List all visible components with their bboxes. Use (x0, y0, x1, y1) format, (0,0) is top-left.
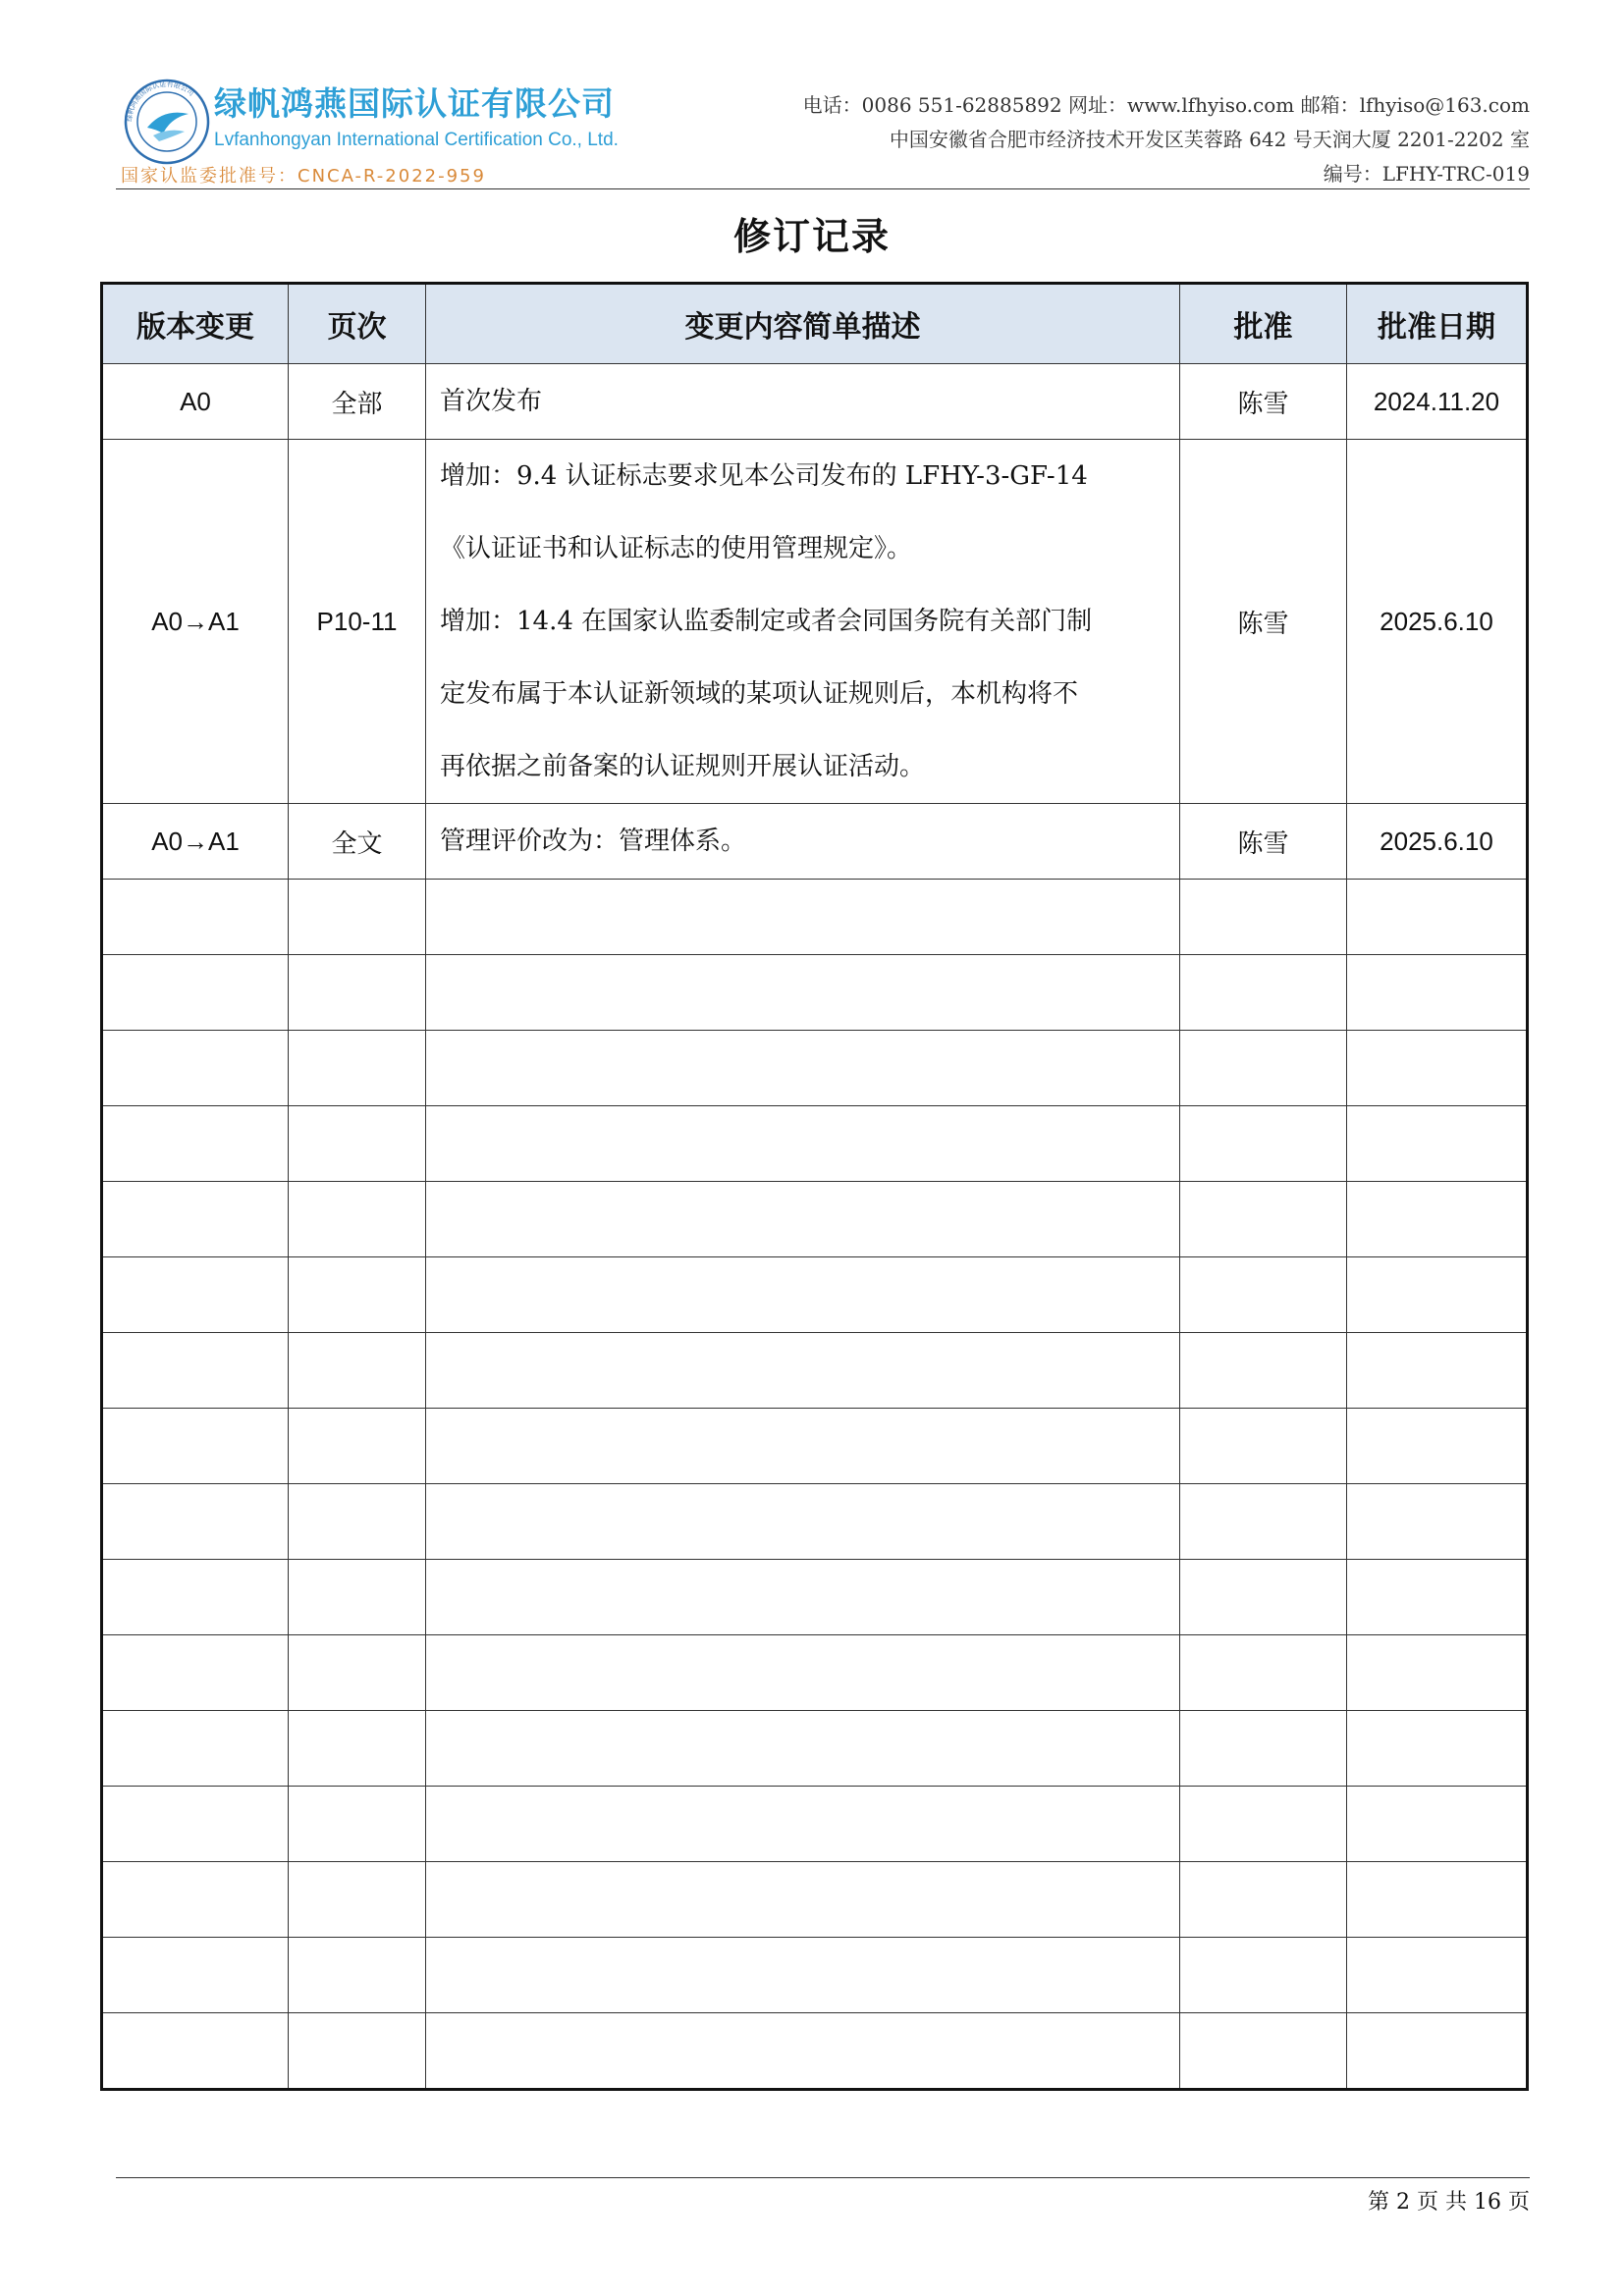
cell-page (289, 1635, 426, 1711)
cell-page (289, 1484, 426, 1560)
cell-description (426, 804, 1180, 880)
cell-version: A0 (102, 364, 289, 440)
cell-approver: 陈雪 (1180, 440, 1347, 804)
cell-description (426, 880, 1180, 955)
cell-version (102, 1862, 289, 1938)
cell-version (102, 1333, 289, 1409)
page-title: 修订记录 (732, 215, 891, 258)
cell-version (102, 1484, 289, 1560)
cell-approver (1180, 2013, 1347, 2090)
cell-date (1347, 1560, 1528, 1635)
cell-page (289, 1333, 426, 1409)
table-row-empty (102, 1257, 1528, 1333)
approval-number: 国家认监委批准号：CNCA-R-2022-959 (121, 166, 486, 187)
cell-approver (1180, 1635, 1347, 1711)
description-line: 再依据之前备案的认证规则开展认证活动。 (440, 752, 926, 781)
cell-description (426, 1635, 1180, 1711)
column-header-page: 页次 (289, 284, 426, 364)
company-name-cn: 绿帆鸿燕国际认证有限公司 (214, 84, 615, 123)
description-line: 增加：9.4 认证标志要求见本公司发布的 LFHY-3-GF-14 (440, 461, 1088, 491)
cell-approver (1180, 955, 1347, 1031)
table-row-empty (102, 1409, 1528, 1484)
table-row (102, 804, 1528, 880)
cell-page: 全部 (289, 364, 426, 440)
cell-version (102, 1409, 289, 1484)
table-row (102, 364, 1528, 440)
cell-version (102, 1711, 289, 1787)
table-row (102, 440, 1528, 804)
table-row-empty (102, 1031, 1528, 1106)
cell-page (289, 1409, 426, 1484)
table-row-empty (102, 1711, 1528, 1787)
cell-date (1347, 1409, 1528, 1484)
cell-approver (1180, 1182, 1347, 1257)
cell-approver (1180, 1031, 1347, 1106)
cell-version (102, 1031, 289, 1106)
cell-approver: 陈雪 (1180, 804, 1347, 880)
cell-page (289, 1031, 426, 1106)
cell-date (1347, 1938, 1528, 2013)
cell-date: 2025.6.10 (1347, 804, 1528, 880)
cell-page (289, 1182, 426, 1257)
table-row-empty (102, 955, 1528, 1031)
cell-version (102, 1560, 289, 1635)
header-divider (116, 188, 1530, 189)
table-row-empty (102, 1106, 1528, 1182)
cell-date (1347, 1711, 1528, 1787)
cell-version: A0→A1 (102, 804, 289, 880)
cell-date (1347, 1862, 1528, 1938)
table-row-empty (102, 2013, 1528, 2090)
cell-approver (1180, 1409, 1347, 1484)
cell-date (1347, 2013, 1528, 2090)
cell-description (426, 955, 1180, 1031)
cell-approver (1180, 1787, 1347, 1862)
cell-description (426, 1711, 1180, 1787)
table-row-empty (102, 1560, 1528, 1635)
logo-ring-text: 绿帆鸿燕国际认证有限公司 (125, 80, 195, 123)
cell-approver (1180, 880, 1347, 955)
table-header-row (102, 284, 1528, 364)
table-row-empty (102, 1787, 1528, 1862)
contact-block (803, 88, 1530, 191)
description-line: 管理评价改为：管理体系。 (440, 826, 747, 856)
cell-description (426, 1257, 1180, 1333)
table-row-empty (102, 1938, 1528, 2013)
cell-date: 2025.6.10 (1347, 440, 1528, 804)
cell-date (1347, 1787, 1528, 1862)
cell-description (426, 2013, 1180, 2090)
cell-description (426, 1409, 1180, 1484)
contact-address: 中国安徽省合肥市经济技术开发区芙蓉路 642 号天润大厦 2201-2202 室 (889, 128, 1530, 151)
cell-date (1347, 880, 1528, 955)
cell-version (102, 1182, 289, 1257)
cell-date (1347, 1031, 1528, 1106)
company-name-en: Lvfanhongyan International Certification Co., Ltd. (214, 130, 619, 150)
cell-date (1347, 1182, 1528, 1257)
cell-description (426, 1787, 1180, 1862)
column-header-approver: 批准 (1180, 284, 1347, 364)
cell-version (102, 2013, 289, 2090)
cell-page (289, 1938, 426, 2013)
cell-date (1347, 1257, 1528, 1333)
cell-page (289, 1560, 426, 1635)
cell-page: P10-11 (289, 440, 426, 804)
cell-description (426, 1182, 1180, 1257)
cell-approver (1180, 1257, 1347, 1333)
cell-version (102, 1787, 289, 1862)
cell-page (289, 1106, 426, 1182)
cell-date (1347, 1106, 1528, 1182)
page-header (116, 69, 1530, 187)
contact-phone-web-email: 电话：0086 551-62885892 网址：www.lfhyiso.com 邮箱：lfhyiso@163.com (802, 93, 1530, 117)
cell-version (102, 1635, 289, 1711)
cell-description (426, 440, 1180, 804)
description-line: 增加：14.4 在国家认监委制定或者会同国务院有关部门制 (440, 607, 1093, 636)
column-header-description: 变更内容简单描述 (426, 284, 1180, 364)
cell-approver (1180, 1862, 1347, 1938)
cell-page (289, 1711, 426, 1787)
cell-date (1347, 1635, 1528, 1711)
cell-date: 2024.11.20 (1347, 364, 1528, 440)
page-number: 第 2 页 共 16 页 (1368, 2190, 1530, 2215)
cell-description (426, 1031, 1180, 1106)
table-row-empty (102, 1182, 1528, 1257)
description-line: 《认证证书和认证标志的使用管理规定》。 (440, 534, 913, 563)
cell-page (289, 880, 426, 955)
table-row-empty (102, 1333, 1528, 1409)
cell-description (426, 1333, 1180, 1409)
cell-version (102, 1938, 289, 2013)
cell-approver (1180, 1560, 1347, 1635)
table-row-empty (102, 1484, 1528, 1560)
document-number: 编号：LFHY-TRC-019 (1323, 162, 1530, 186)
table-row-empty (102, 1862, 1528, 1938)
cell-version: A0→A1 (102, 440, 289, 804)
cell-approver (1180, 1106, 1347, 1182)
cell-version (102, 1106, 289, 1182)
column-header-date: 批准日期 (1347, 284, 1528, 364)
column-header-version: 版本变更 (102, 284, 289, 364)
company-logo-icon (124, 79, 210, 165)
footer-divider (116, 2177, 1530, 2178)
cell-page (289, 1862, 426, 1938)
cell-date (1347, 955, 1528, 1031)
cell-page: 全文 (289, 804, 426, 880)
cell-version (102, 880, 289, 955)
cell-page (289, 2013, 426, 2090)
cell-page (289, 955, 426, 1031)
table-body (102, 364, 1528, 2090)
table-row-empty (102, 1635, 1528, 1711)
cell-version (102, 1257, 289, 1333)
cell-description (426, 364, 1180, 440)
cell-approver (1180, 1711, 1347, 1787)
cell-page (289, 1257, 426, 1333)
cell-page (289, 1787, 426, 1862)
cell-description (426, 1862, 1180, 1938)
svg-text:绿帆鸿燕国际认证有限公司 (125, 80, 196, 122)
cell-approver (1180, 1333, 1347, 1409)
table-row-empty (102, 880, 1528, 955)
cell-version (102, 955, 289, 1031)
description-line: 定发布属于本认证新领域的某项认证规则后，本机构将不 (440, 679, 1079, 709)
cell-approver: 陈雪 (1180, 364, 1347, 440)
cell-description (426, 1484, 1180, 1560)
cell-approver (1180, 1484, 1347, 1560)
cell-description (426, 1938, 1180, 2013)
cell-approver (1180, 1938, 1347, 2013)
description-line: 首次发布 (440, 386, 543, 416)
cell-date (1347, 1333, 1528, 1409)
cell-description (426, 1560, 1180, 1635)
cell-description (426, 1106, 1180, 1182)
cell-date (1347, 1484, 1528, 1560)
revision-table (100, 282, 1529, 2091)
